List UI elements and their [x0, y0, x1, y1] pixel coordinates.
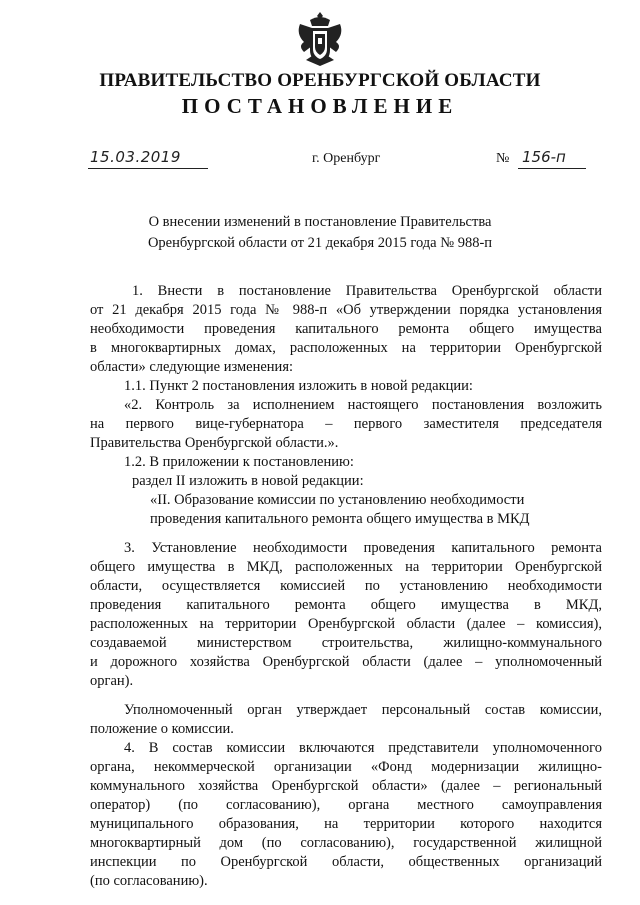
- subject-line: О внесении изменений в постановление Правительства: [148, 214, 492, 230]
- body-line: орган).: [90, 673, 134, 689]
- body-line: области» следующие изменения:: [90, 359, 294, 375]
- document-city: г. Оренбург: [312, 151, 381, 166]
- body-line: в многоквартирных домах, расположенных на территории Оренбургской: [90, 340, 602, 356]
- body-line: расположенных на территории Оренбургской области (далее – комиссия),: [90, 616, 602, 632]
- body-line: проведения капитального ремонта общего имущества в МКД: [150, 511, 530, 527]
- subject-line: Оренбургской области от 21 декабря 2015 года № 988-п: [147, 235, 493, 251]
- body-line: Уполномоченный орган утверждает персональный состав комиссии,: [124, 702, 602, 718]
- number-label: №: [496, 151, 510, 166]
- body-line: и дорожного хозяйства Оренбургской области (далее – уполномоченный: [90, 654, 602, 670]
- government-title: ПРАВИТЕЛЬСТВО ОРЕНБУРГСКОЙ ОБЛАСТИ: [99, 70, 541, 91]
- body-line: 4. В состав комиссии включаются представители уполномоченного: [124, 740, 602, 756]
- body-line: «II. Образование комиссии по установлению необходимости: [150, 492, 525, 508]
- body-line: (по согласованию).: [90, 873, 208, 889]
- body-line: многоквартирный дом (по согласованию), государственной жилищной: [90, 835, 602, 851]
- body-line: раздел II изложить в новой редакции:: [132, 473, 364, 489]
- body-line: муниципального образования, на территории которого находится: [90, 816, 602, 832]
- body-line: 1.1. Пункт 2 постановления изложить в новой редакции:: [124, 378, 473, 394]
- body-line: 1.2. В приложении к постановлению:: [124, 454, 354, 470]
- body-line: общего имущества в МКД, расположенных на территории Оренбургской: [90, 559, 602, 575]
- body-line: 1. Внести в постановление Правительства Оренбургской области: [132, 283, 602, 299]
- document-date: 15.03.2019: [88, 148, 208, 169]
- body-line: области, осуществляется комиссией по установлению необходимости: [90, 578, 602, 594]
- body-line: «2. Контроль за исполнением настоящего постановления возложить: [124, 397, 602, 413]
- body-line: органа, некоммерческой организации «Фонд модернизации жилищно-: [90, 759, 602, 775]
- body-line: положение о комиссии.: [90, 721, 234, 737]
- body-line: инспекции по Оренбургской области, общественных организаций: [90, 854, 602, 870]
- document-type: ПОСТАНОВЛЕНИЕ: [181, 94, 459, 118]
- body-line: оператор) (по согласованию), органа местного самоуправления: [90, 797, 602, 813]
- body-line: от 21 декабря 2015 года № 988-п «Об утверждении порядка установления: [90, 302, 602, 318]
- body-line: проведения капитального ремонта общего имущества в МКД,: [90, 597, 602, 613]
- body-line: на первого вице-губернатора – первого заместителя председателя: [90, 416, 602, 432]
- document-meta: [0, 148, 640, 172]
- body-line: создаваемой министерством строительства, жилищно-коммунального: [90, 635, 602, 651]
- document-subject: [0, 212, 640, 254]
- document-number: 156-п: [518, 148, 586, 169]
- body-line: Правительства Оренбургской области.».: [90, 435, 339, 451]
- document-body: [90, 282, 602, 891]
- body-line: коммунального хозяйства Оренбургской области» (далее – региональный: [90, 778, 602, 794]
- body-line: необходимости проведения капитального ремонта общего имущества: [90, 321, 602, 337]
- coat-of-arms-icon: [296, 10, 344, 68]
- body-line: 3. Установление необходимости проведения капитального ремонта: [124, 540, 602, 556]
